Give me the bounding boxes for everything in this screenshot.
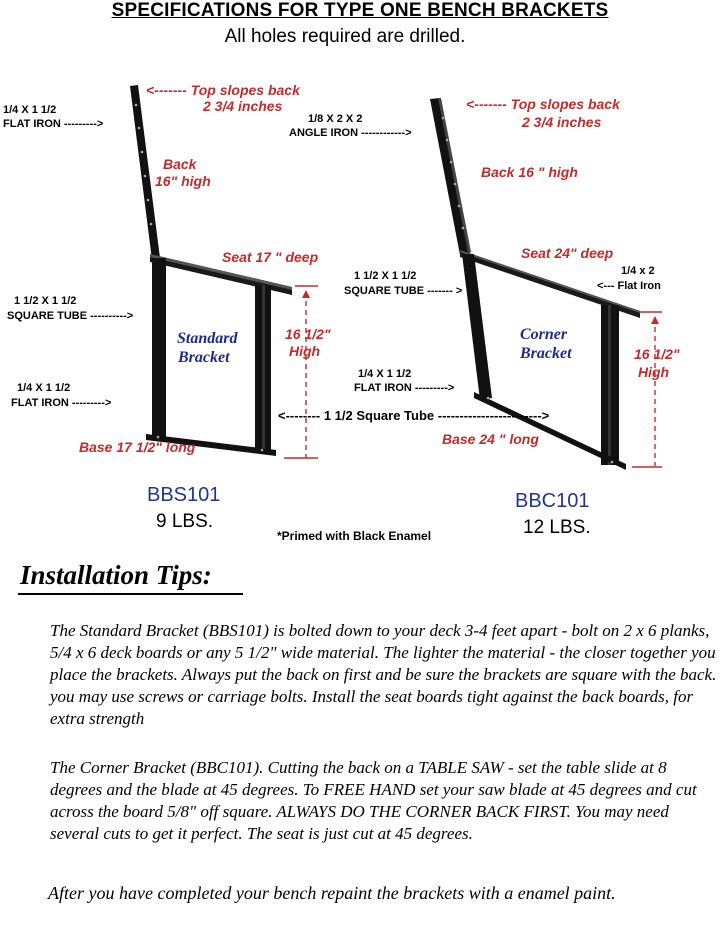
standard-base-length: Base 17 1/2" long [79, 439, 196, 455]
corner-back-leg [462, 254, 492, 400]
standard-height-value: 16 1/2" [285, 326, 331, 342]
corner-model-number: BBC101 [515, 490, 590, 512]
standard-flat-iron-top-label: FLAT IRON ---------> [3, 118, 104, 130]
corner-flat-iron-base-size: 1/4 X 1 1/2 [358, 368, 412, 380]
corner-top-slope-label: <------- Top slopes back [466, 96, 620, 112]
tips-repaint-paragraph: After you have completed your bench repaint the brackets with a enamel paint. [48, 883, 616, 903]
installation-tips-heading: Installation Tips: [20, 560, 212, 590]
page-subtitle: All holes required are drilled. [224, 26, 466, 47]
standard-name-1: Standard [177, 330, 238, 347]
standard-height-label: High [289, 343, 321, 359]
primed-note: *Primed with Black Enamel [277, 529, 432, 543]
standard-top-slope-label: <------- Top slopes back [146, 82, 300, 98]
corner-flat-iron-top-size: 1/4 x 2 [621, 265, 655, 277]
standard-back-height: 16" high [155, 173, 211, 189]
corner-height-value: 16 1/2" [634, 346, 680, 362]
corner-base-length: Base 24 " long [442, 431, 539, 447]
standard-square-tube-label: SQUARE TUBE ----------> [7, 310, 134, 322]
corner-square-tube-label: SQUARE TUBE ------- > [344, 285, 463, 297]
heading-underline [18, 593, 243, 595]
standard-back-leg [152, 258, 166, 438]
corner-name-1: Corner [520, 326, 568, 343]
standard-square-tube-size: 1 1/2 X 1 1/2 [14, 295, 77, 307]
standard-back-label: Back [163, 156, 197, 172]
corner-angle-iron-size: 1/8 X 2 X 2 [308, 113, 363, 125]
standard-flat-iron-base-size: 1/4 X 1 1/2 [17, 382, 71, 394]
standard-model-number: BBS101 [147, 484, 221, 506]
standard-bracket-drawing [130, 85, 292, 456]
corner-name-2: Bracket [520, 345, 572, 362]
page-title: SPECIFICATIONS FOR TYPE ONE BENCH BRACKETS [111, 0, 609, 21]
corner-seat-depth: Seat 24" deep [521, 245, 614, 261]
tips-standard-paragraph: The Standard Bracket (BBS101) is bolted down to your deck 3-4 feet apart - bolt on 2 x 6 planks, 5/4 x 6 deck boards or any 5 1/2" wide material. The lighter the material - the closer together you place the brackets. Always put the back on first and be sure the brackets are square with the back. you may use screws or carriage bolts. Install the seat boards tight against the back boards, for extra strength [50, 621, 717, 728]
corner-flat-iron-base-label: FLAT IRON ---------> [354, 382, 455, 394]
standard-seat-depth: Seat 17 " deep [222, 249, 319, 265]
tips-corner-paragraph: The Corner Bracket (BBC101). Cutting the back on a TABLE SAW - set the table slide at 8 degrees and the blade at 45 degrees. To FREE HAND set your saw blade at 45 degrees and cut across the board 5/8" off square. ALWAYS DO THE CORNER BACK FIRST. You may need several cuts to get it perfect. The seat is just cut at 45 degrees. [50, 758, 697, 843]
square-tube-span-label: <-------- 1 1/2 Square Tube ------------------------> [278, 408, 550, 423]
corner-flat-iron-top-label: <--- Flat Iron [597, 280, 661, 292]
corner-top-slope-value: 2 3/4 inches [522, 114, 602, 130]
corner-angle-iron-label: ANGLE IRON ------------> [289, 127, 412, 139]
corner-height-label: High [638, 364, 670, 380]
standard-name-2: Bracket [178, 349, 230, 366]
standard-flat-iron-top-size: 1/4 X 1 1/2 [3, 104, 57, 116]
corner-back-height: Back 16 " high [481, 164, 578, 180]
standard-flat-iron-base-label: FLAT IRON ---------> [11, 397, 112, 409]
corner-weight: 12 LBS. [523, 517, 591, 538]
standard-top-slope-value: 2 3/4 inches [203, 98, 283, 114]
corner-square-tube-size: 1 1/2 X 1 1/2 [354, 270, 417, 282]
standard-weight: 9 LBS. [156, 511, 214, 532]
